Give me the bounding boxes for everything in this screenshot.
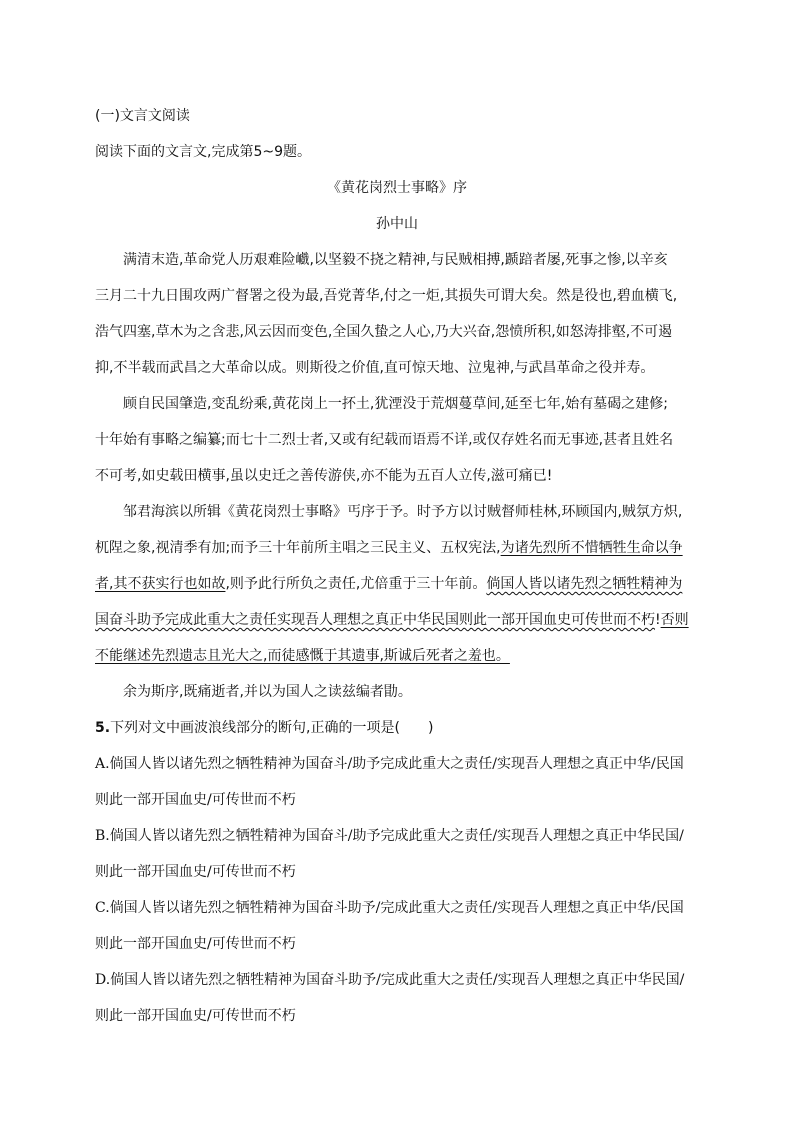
wavy-underlined-phrase: 倘国人皆以诸先烈之牺牲精神为	[486, 576, 683, 592]
passage-author: 孙中山	[376, 216, 418, 232]
exclamation: !	[655, 612, 661, 628]
option-d-line-1[interactable]: D.倘国人皆以诸先烈之牺牲精神为国奋斗助予/完成此重大之责任/实现吾人理想之真正中华民国/	[95, 972, 685, 988]
passage-title: 《黄花岗烈士事略》序	[327, 180, 467, 196]
option-a-line-2[interactable]: 则此一部开国血史/可传世而不朽	[95, 792, 296, 808]
option-c-line-2[interactable]: 则此一部开国血史/可传世而不朽	[95, 936, 296, 952]
paragraph-3-line-3	[95, 574, 682, 594]
paragraph-3-line-5: 不能继述先烈遗志且光大之,而徒感慨于其遗事,斯诚后死者之羞也。	[95, 648, 510, 664]
paragraph-2-line-2: 十年始有事略之编纂;而七十二烈士者,又或有纪载而语焉不详,或仅存姓名而无事迹,甚者且姓名	[95, 432, 674, 448]
option-c-line-1[interactable]: C.倘国人皆以诸先烈之牺牲精神为国奋斗助予/完成此重大之责任/实现吾人理想之真正中华/民国	[95, 900, 684, 916]
paragraph-3-line-2	[95, 538, 683, 558]
option-a-line-1[interactable]: A.倘国人皆以诸先烈之牺牲精神为国奋斗/助予完成此重大之责任/实现吾人理想之真正中华/民国	[95, 756, 684, 772]
option-b-line-1[interactable]: B.倘国人皆以诸先烈之牺牲精神为国奋斗/助予完成此重大之责任/实现吾人理想之真正中华民国/	[95, 828, 684, 844]
question-number: 5.	[95, 720, 111, 736]
paragraph-3-line-4	[95, 610, 689, 630]
paragraph-3-line-1: 邹君海滨以所辑《黄花岗烈士事略》丐序于予。时予方以讨贼督师桂林,环顾国内,贼氛方炽,	[123, 504, 683, 520]
paragraph-1-line-4: 抑,不半载而武昌之大革命以成。则斯役之价值,直可惊天地、泣鬼神,与武昌革命之役并寿。	[95, 360, 655, 376]
underlined-phrase: 者,其不获实行也如故	[95, 576, 226, 592]
paragraph-3-line-3-text: ,则予此行所负之责任,尤倍重于三十年前。	[225, 576, 487, 592]
question-5	[95, 718, 433, 738]
wavy-underlined-phrase: 国奋斗助予完成此重大之责任实现吾人理想之真正中华民国则此一部开国血史可传世而不朽	[95, 612, 655, 628]
paragraph-2-line-3: 不可考,如史载田横事,虽以史迁之善传游侠,亦不能为五百人立传,滋可痛已!	[95, 468, 553, 484]
paragraph-2-line-1: 顾自民国肇造,变乱纷乘,黄花岗上一抔土,犹湮没于荒烟蔓草间,延至七年,始有墓碣之建修;	[123, 396, 668, 412]
instruction: 阅读下面的文言文,完成第5~9题。	[95, 144, 311, 160]
paragraph-1-line-3: 浩气四塞,草木为之含悲,风云因而变色,全国久蛰之人心,乃大兴奋,怨愤所积,如怒涛排壑,不可遏	[95, 324, 673, 340]
option-b-line-2[interactable]: 则此一部开国血史/可传世而不朽	[95, 864, 296, 880]
question-stem: 下列对文中画波浪线部分的断句,正确的一项是( )	[110, 720, 434, 736]
paragraph-4: 余为斯序,既痛逝者,并以为国人之读兹编者勖。	[123, 684, 412, 700]
paragraph-1-line-2: 三月二十九日围攻两广督署之役为最,吾党菁华,付之一炬,其损失可谓大矣。然是役也,碧血横飞,	[95, 288, 678, 304]
underlined-phrase: 否则	[660, 612, 689, 628]
option-d-line-2[interactable]: 则此一部开国血史/可传世而不朽	[95, 1008, 296, 1024]
paragraph-1-line-1: 满清末造,革命党人历艰难险巇,以坚毅不挠之精神,与民贼相搏,踬踣者屡,死事之惨,以辛亥	[123, 252, 668, 268]
section-title: (一)文言文阅读	[95, 108, 190, 124]
underlined-phrase: 为诸先烈所不惜牺牲生命以争	[500, 540, 683, 556]
paragraph-3-line-2-text: 杌陧之象,视清季有加;而予三十年前所主唱之三民主义、五权宪法,	[95, 540, 501, 556]
